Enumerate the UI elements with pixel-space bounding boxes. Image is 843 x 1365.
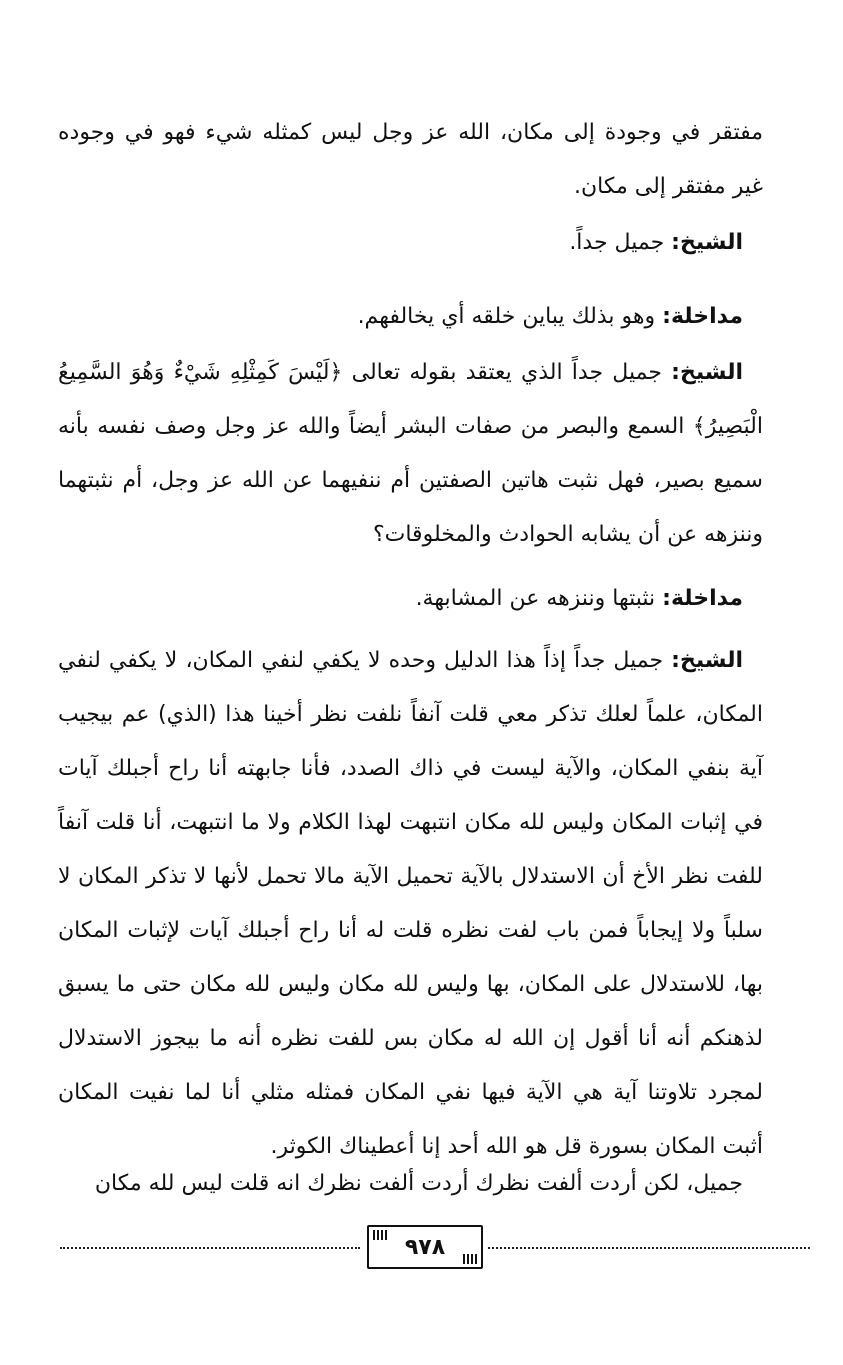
speaker-label: الشيخ:: [671, 230, 743, 255]
footer-dotted-rule-left: [60, 1247, 360, 1249]
paragraph-text: جميل جداً إذاً هذا الدليل وحده لا يكفي لنفي المكان، لا يكفي لنفي المكان، علماً لعلك تذكر معي قلت آنفاً نلفت نظر أخينا هذا (الذي) عم بيجيب آية بنفي المكان، والآية ليست في ذاك الصدد، فأنا جابهته أنا راح أجبلك آيات في إثبات المكان وليس لله مكان انتبهت لهذا الكلام ولا ما انتبهت، أنا قلت آنفاً للفت نظر الأخ أن الاستدلال بالآية تحميل الآية مالا تحمل لأنها لا تذكر المكان لا سلباً ولا إيجاباً فمن باب لفت نظره قلت له أنا راح أجبلك آيات لإثبات المكان بها، للاستدلال على المكان، بها وليس لله مكان وليس لله مكان حتى ما يسبق لذهنكم أنه أنا أقول إن الله له مكان بس للفت نظره أنه ما بيجوز الاستدلال لمجرد تلاوتنا آية هي الآية فيها نفي المكان فمثله مثلي أنا لما نفيت المكان أثبت المكان بسورة قل هو الله أحد إنا أعطيناك الكوثر.: [58, 648, 763, 1159]
page-number-frame: [367, 1225, 483, 1269]
footer-dotted-rule-right: [488, 1247, 810, 1249]
paragraph-text: جميل، لكن أردت ألفت نظرك أردت ألفت نظرك انه قلت ليس لله مكان: [94, 1171, 743, 1196]
paragraph-sheikh-1: [58, 216, 763, 270]
paragraph-interjection-1: [58, 290, 763, 344]
page-number: ٩٧٨: [404, 1234, 446, 1260]
speaker-label: الشيخ:: [671, 648, 743, 673]
paragraph-sheikh-2: [58, 346, 763, 562]
paragraph-text: جميل جداً الذي يعتقد بقوله تعالى: [342, 360, 672, 385]
paragraph-text: وهو بذلك يباين خلقه أي يخالفهم.: [357, 304, 663, 329]
paragraph-sheikh-3: [58, 634, 763, 1174]
speaker-label: مداخلة:: [662, 586, 743, 611]
paragraph-continues: [58, 1157, 763, 1211]
page-footer: [60, 1225, 810, 1275]
paragraph-interjection-2: [58, 572, 763, 626]
paragraph-continuation: [58, 106, 763, 214]
paragraph-text: جميل جداً.: [569, 230, 672, 255]
speaker-label: الشيخ:: [671, 360, 743, 385]
paragraph-text: السمع والبصر من صفات البشر أيضاً والله عز وجل وصف نفسه بأنه سميع بصير، فهل نثبت هاتين الصفتين أم ننفيهما عن الله عز وجل، أم نثبتهما وننزهه عن أن يشابه الحوادث والمخلوقات؟: [58, 414, 763, 547]
speaker-label: مداخلة:: [662, 304, 743, 329]
quran-verse: ﴿لَيْسَ كَمِثْلِهِ شَيْءٌ وَهُوَ السَّمِيعُ الْبَصِيرُ﴾: [58, 360, 763, 439]
paragraph-text: مفتقر في وجودة إلى مكان، الله عز وجل ليس كمثله شيء فهو في وجوده غير مفتقر إلى مكان.: [58, 120, 763, 199]
paragraph-text: نثبتها وننزهه عن المشابهة.: [415, 586, 663, 611]
